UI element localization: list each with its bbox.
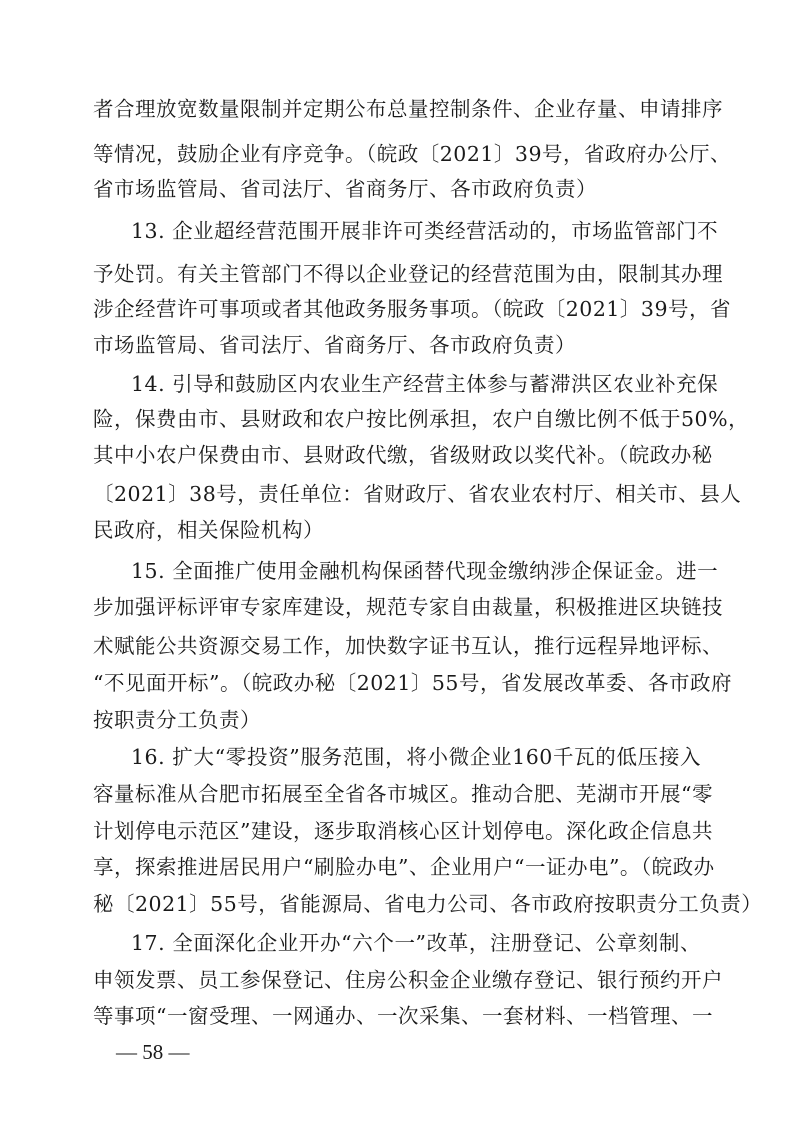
text-line: 13. 企业超经营范围开展非许可类经营活动的，市场监管部门不	[131, 219, 719, 243]
text-line: 等情况，鼓励企业有序竞争。（皖政〔2021〕39号，省政府办公厅、	[93, 142, 732, 166]
text-line: 涉企经营许可事项或者其他政务服务事项。（皖政〔2021〕39号，省	[93, 297, 732, 321]
page-number: — 58 —	[116, 1040, 190, 1064]
text-line: 术赋能公共资源交易工作，加快数字证书互认，推行远程异地评标、	[93, 634, 723, 658]
text-line: 17. 全面深化企业开办“六个一”改革，注册登记、公章刻制、	[131, 931, 701, 955]
text-line: 险，保费由市、县财政和农户按比例承担，农户自缴比例不低于50%，	[93, 407, 750, 431]
text-line: 民政府，相关保险机构）	[93, 518, 324, 542]
text-line: 步加强评标评审专家库建设，规范专家自由裁量，积极推进区块链技	[93, 595, 723, 619]
text-line: 享，探索推进居民用户“刷脸办电”、企业用户“一证办电”。（皖政办	[93, 855, 715, 879]
text-line: 者合理放宽数量限制并定期公布总量控制条件、企业存量、申请排序	[93, 97, 723, 121]
text-line: 〔2021〕38号，责任单位：省财政厅、省农业农村厅、相关市、县人	[93, 482, 742, 506]
text-line: 按职责分工负责）	[93, 708, 261, 732]
text-line: 申领发票、员工参保登记、住房公积金企业缴存登记、银行预约开户	[93, 968, 723, 992]
text-line: 其中小农户保费由市、县财政代缴，省级财政以奖代补。（皖政办秘	[93, 443, 713, 467]
text-line: 市场监管局、省司法厅、省商务厅、各市政府负责）	[93, 333, 576, 357]
text-line: 省市场监管局、省司法厅、省商务厅、各市政府负责）	[93, 177, 597, 201]
text-line: 等事项“一窗受理、一网通办、一次采集、一套材料、一档管理、一	[93, 1004, 713, 1028]
text-line: 14. 引导和鼓励区内农业生产经营主体参与蓄滞洪区农业补充保	[131, 372, 719, 396]
text-line: 计划停电示范区”建设，逐步取消核心区计划停电。深化政企信息共	[93, 819, 713, 843]
text-line: 秘〔2021〕55号，省能源局、省电力公司、各市政府按职责分工负责）	[93, 892, 763, 916]
text-line: 16. 扩大“零投资”服务范围，将小微企业160千瓦的低压接入	[131, 745, 701, 769]
text-line: “不见面开标”。（皖政办秘〔2021〕55号，省发展改革委、各市政府	[93, 671, 732, 695]
text-line: 予处罚。有关主管部门不得以企业登记的经营范围为由，限制其办理	[93, 262, 723, 286]
text-line: 15. 全面推广使用金融机构保函替代现金缴纳涉企保证金。进一	[131, 559, 719, 583]
text-line: 容量标准从合肥市拓展至全省各市城区。推动合肥、芜湖市开展“零	[93, 782, 713, 806]
